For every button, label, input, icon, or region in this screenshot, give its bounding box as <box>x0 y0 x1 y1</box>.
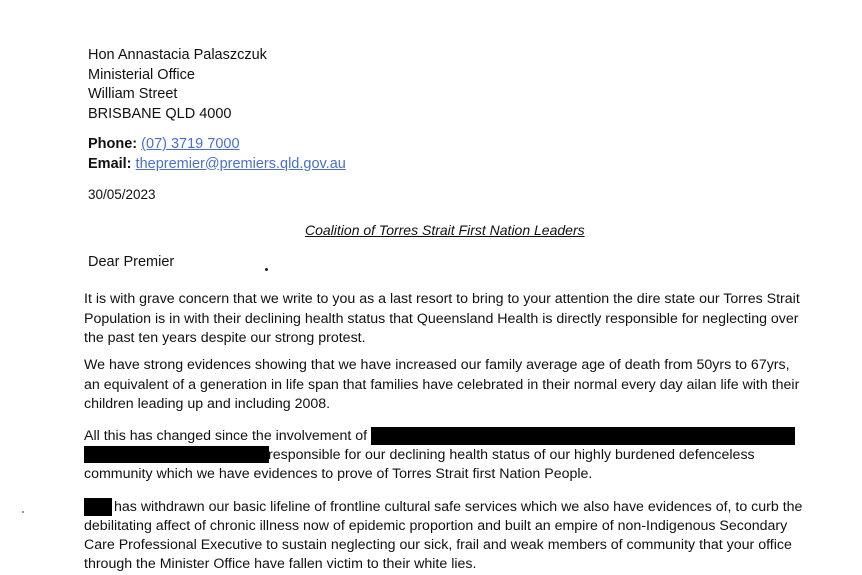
recipient-name: Hon Annastacia Palaszczuk <box>88 47 267 63</box>
recipient-office: Ministerial Office <box>88 66 195 83</box>
phone-label: Phone: <box>88 136 138 152</box>
stray-mark <box>265 268 268 271</box>
paragraph-4-line-3: Care Professional Executive to sustain neglecting our sick, frail and weak members of community that your office <box>84 537 792 553</box>
paragraph-1: It is with grave concern that we write to you as a last resort to bring to your attention the dire state our Torres Strait Population is in with their declining health status that Queensland Health is directly responsible for neglecting over the past ten years despite our strong protest. <box>84 291 800 346</box>
redaction-bar <box>371 427 795 445</box>
scan-speck <box>22 511 24 513</box>
paragraph-2: We have strong evidences showing that we have increased our family average age of death from 50yrs to 67yrs, an equivalent of a generation in life span that families have celebrated in their normal every day ailan life with their children leading up and including 2008. <box>84 357 800 412</box>
paragraph-4-line-1: has withdrawn our basic lifeline of frontline cultural safe services which we also have evidences of, to curb the <box>114 499 803 515</box>
recipient-street: William Street <box>88 86 178 102</box>
paragraph-3-line-1: All this has changed since the involvement of <box>84 428 368 444</box>
letter-subject: Coalition of Torres Strait First Nation Leaders <box>305 222 585 238</box>
email-link[interactable]: thepremier@premiers.qld.gov.au <box>135 155 346 172</box>
paragraph-3-line-3: community which we have evidences to prove of Torres Strait first Nation People. <box>84 466 593 482</box>
redaction-bar <box>84 498 112 516</box>
paragraph-4-line-4: through the Minister Office have fallen victim to their white lies. <box>84 556 477 572</box>
letter-date: 30/05/2023 <box>88 187 156 202</box>
redaction-bar <box>84 446 269 463</box>
contact-block <box>88 135 346 174</box>
salutation: Dear Premier <box>88 254 175 270</box>
recipient-city: BRISBANE QLD 4000 <box>88 105 232 122</box>
email-label: Email: <box>88 155 132 172</box>
paragraph-4-line-2: debilitating affect of chronic illness now of epidemic proportion and built an empire of non-Indigenous Secondary <box>84 518 788 534</box>
phone-link[interactable]: (07) 3719 7000 <box>141 136 240 152</box>
recipient-address <box>88 46 267 124</box>
paragraph-3-line-2: responsible for our declining health status of our highly burdened defenceless <box>268 447 755 463</box>
